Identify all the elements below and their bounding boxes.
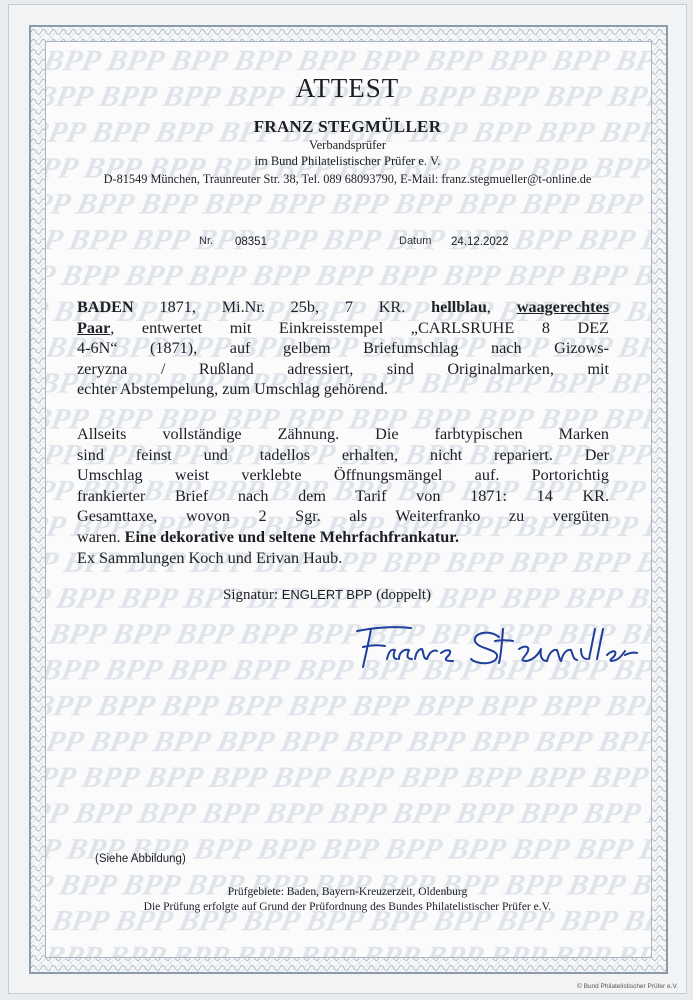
- number-label: Nr.: [199, 235, 214, 247]
- examiner-role: Verbandsprüfer: [308, 138, 387, 152]
- examination-basis: Die Prüfung erfolgte auf Grund der Prüfordnung des Bundes Philatelistischer Prüfer e.V.: [143, 901, 552, 913]
- examiner-name: FRANZ STEGMÜLLER: [253, 117, 442, 136]
- examination-areas: Prüfgebiete: Baden, Bayern-Kreuzerzeit, Oldenburg: [227, 886, 468, 898]
- examiner-address: D-81549 München, Traunreuter Str. 38, Tel. 089 68093790, E-Mail: franz.stegmueller@t-online.de: [103, 172, 592, 186]
- pair-label: waagerechtes: [516, 298, 609, 316]
- provenance: Ex Sammlungen Koch und Erivan Haub.: [77, 548, 343, 567]
- examiner-association: im Bund Philatelistischer Prüfer e. V.: [254, 154, 441, 168]
- number-value: 08351: [235, 236, 267, 248]
- signatur-line: [223, 587, 431, 604]
- highlight-sentence: Eine dekorative und seltene Mehrfachfrankatur.: [124, 527, 460, 546]
- copyright-note: © Bund Philatelistischer Prüfer e.V.: [576, 983, 678, 990]
- handwritten-signature: [349, 619, 639, 675]
- date-value: 24.12.2022: [451, 236, 509, 248]
- country: BADEN: [77, 298, 134, 316]
- signatur-value: ENGLERT BPP: [281, 587, 373, 602]
- stamp-color: hellblau: [431, 298, 487, 316]
- condition-paragraph: Allseits vollständige Zähnung. Die farbtypischen Marken sind feinst und tadellos erhalten, nicht repariert. Der Umschlag weist verklebte Öffnungsmängel auf. Portorichtig frankierter Brief nach dem Tarif von 1871: 14 KR. Gesamttaxe, wovon 2 Sgr. als Weiterfranko zu vergüten waren. Eine dekorative und seltene Mehrfachfrankatur. Ex Sammlungen Koch und Erivan Haub.: [77, 425, 609, 567]
- signatur-note: (doppelt): [376, 587, 432, 603]
- signatur-label: Signatur:: [223, 587, 278, 603]
- certificate-title: ATTEST: [295, 73, 400, 103]
- certificate-sheet: [8, 4, 687, 994]
- description-paragraph: BADEN 1871, Mi.Nr. 25b, 7 KR. hellblau, waagerechtes Paar, entwertet mit Einkreisstempel „CARLSRUHE 8 DEZ 4-6N“ (1871), auf gelbem Briefumschlag nach Gizows- zeryzna / Rußland adressiert, sind Originalmarken, mit echter Abstempelung, zum Umschlag gehörend.: [77, 298, 609, 399]
- date-label: Datum: [399, 235, 432, 247]
- see-image-note: (Siehe Abbildung): [95, 853, 186, 865]
